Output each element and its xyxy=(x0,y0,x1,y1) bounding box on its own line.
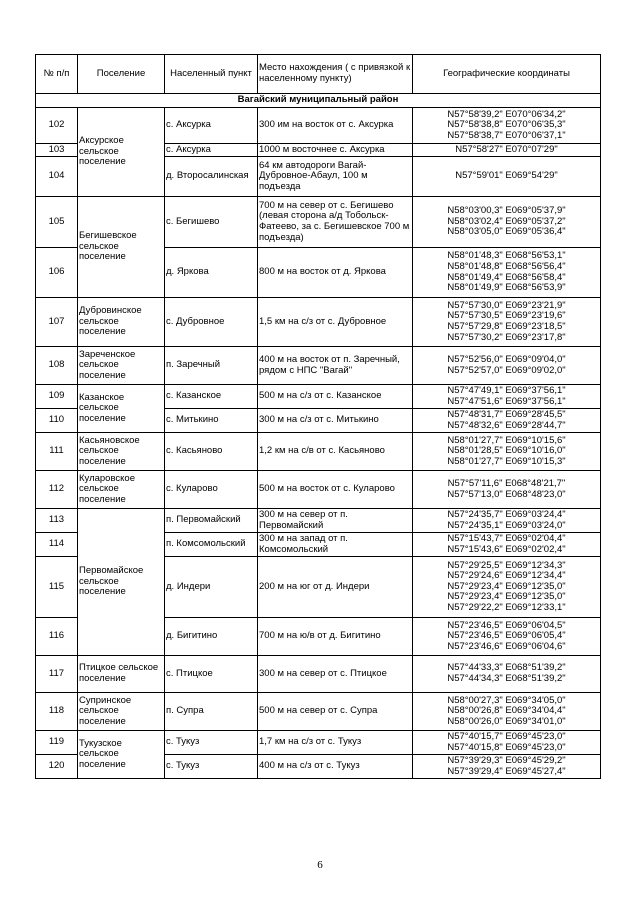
coordinate-line: N57°58'27" E070°07'29" xyxy=(455,143,558,155)
coordinate-line: N57°15'43,6" E069°02'02,4" xyxy=(447,543,566,555)
coordinate-line: N57°58'39,2" E070°06'34,2" xyxy=(447,108,566,120)
locality-cell: д. Второсалинская xyxy=(165,157,258,197)
coordinate-line: N57°52'57,0" E069°09'02,0" xyxy=(447,364,566,376)
place-cell: 1,7 км на с/з от с. Тукуз xyxy=(258,731,413,755)
settlement-cell: Первомайское сельское поселение xyxy=(78,509,165,656)
coordinate-line: N58°00'26,0" E069°34'01,0" xyxy=(447,715,566,727)
locality-cell: с. Митькино xyxy=(165,409,258,433)
coordinate-line: N57°39'29,4" E069°45'27,4" xyxy=(447,765,566,777)
row-number: 118 xyxy=(36,693,78,731)
locality-cell: п. Первомайский xyxy=(165,509,258,533)
coords-cell xyxy=(413,144,601,157)
locality-cell: с. Казанское xyxy=(165,385,258,409)
place-cell: 300 м на север от с. Птицкое xyxy=(258,656,413,693)
locality-cell: с. Аксурка xyxy=(165,108,258,144)
table-row xyxy=(36,471,601,509)
row-number: 116 xyxy=(36,618,78,656)
locality-cell: с. Птицкое xyxy=(165,656,258,693)
coordinate-line: N57°24'35,1" E069°03'24,0" xyxy=(447,519,566,531)
place-cell: 1,2 км на с/в от с. Касьяново xyxy=(258,433,413,471)
coordinate-line: N58°00'27,3" E069°34'05,0" xyxy=(447,694,566,706)
locality-cell: д. Индери xyxy=(165,557,258,618)
place-cell: 300 им на восток от с. Аксурка xyxy=(258,108,413,144)
coordinate-line: N57°15'43,7" E069°02'04,4" xyxy=(447,532,566,544)
row-number: 111 xyxy=(36,433,78,471)
coordinate-line: N57°47'51,6" E069°37'56,1" xyxy=(447,395,566,407)
place-cell: 300 м на с/з от с. Митькино xyxy=(258,409,413,433)
place-cell: 700 м на север от с. Бегишево (левая сторона а/д Тобольск-Фатеево, за с. Бегишевское 700 м подъезда) xyxy=(258,197,413,248)
table-row xyxy=(36,385,601,409)
coordinate-line: N58°01'27,7" E069°10'15,3" xyxy=(447,455,566,467)
place-cell: 500 м на север от с. Супра xyxy=(258,693,413,731)
header-coords: Географические координаты xyxy=(413,55,601,94)
locality-cell: п. Заречный xyxy=(165,347,258,385)
page-number: 6 xyxy=(317,859,323,871)
coordinate-line: N58°01'27,7" E069°10'15,6" xyxy=(447,434,566,446)
coords-cell xyxy=(413,108,601,144)
coordinate-line: N58°01'49,4" E068°56'58,4" xyxy=(447,271,566,283)
locality-cell: с. Тукуз xyxy=(165,731,258,755)
coords-cell xyxy=(413,509,601,533)
table-row xyxy=(36,347,601,385)
place-cell: 300 м на север от п. Первомайский xyxy=(258,509,413,533)
place-cell: 700 м на ю/в от д. Бигитино xyxy=(258,618,413,656)
header-num: № п/п xyxy=(36,55,78,94)
locality-cell: д. Бигитино xyxy=(165,618,258,656)
coordinate-line: N57°40'15,7" E069°45'23,0" xyxy=(447,730,566,742)
row-number: 108 xyxy=(36,347,78,385)
row-number: 106 xyxy=(36,248,78,298)
district-title: Вагайский муниципальный район xyxy=(36,94,601,108)
locality-cell: с. Касьяново xyxy=(165,433,258,471)
coordinate-line: N57°29'22,2" E069°12'33,1" xyxy=(447,601,566,613)
header-settlement: Поселение xyxy=(78,55,165,94)
settlement-cell: Зареченское сельское поселение xyxy=(78,347,165,385)
settlement-cell: Казанское сельское поселение xyxy=(78,385,165,433)
coords-cell xyxy=(413,248,601,298)
row-number: 114 xyxy=(36,533,78,557)
locality-cell: п. Комсомольский xyxy=(165,533,258,557)
coords-cell xyxy=(413,731,601,755)
settlement-cell: Касьяновское сельское поселение xyxy=(78,433,165,471)
coordinate-line: N58°03'02,4" E069°05'37,2" xyxy=(447,215,566,227)
coordinate-line: N58°00'26,8" E069°34'04,4" xyxy=(447,705,566,717)
place-cell: 1,5 км на с/з от с. Дубровное xyxy=(258,298,413,347)
coords-cell xyxy=(413,656,601,693)
coords-cell xyxy=(413,755,601,779)
locality-cell: с. Дубровное xyxy=(165,298,258,347)
header-place: Место нахождения ( с привязкой к населенному пункту) xyxy=(258,55,413,94)
coordinate-line: N57°29'25,5" E069°12'34,3" xyxy=(447,559,566,571)
coordinate-line: N57°57'11,6" E068°48'21,7" xyxy=(447,477,566,489)
coords-cell xyxy=(413,385,601,409)
coords-cell xyxy=(413,197,601,248)
coordinate-line: N58°03'00,3" E069°05'37,9" xyxy=(447,205,566,217)
table-row xyxy=(36,197,601,248)
coordinate-line: N57°23'46,5" E069°06'05,4" xyxy=(447,630,566,642)
coordinate-line: N58°01'48,8" E068°56'56,4" xyxy=(447,260,566,272)
coordinate-line: N57°58'38,8" E070°06'35,3" xyxy=(447,119,566,131)
settlement-cell: Бегишевское сельское поселение xyxy=(78,197,165,298)
coordinate-line: N57°48'31,7" E069°28'45,5" xyxy=(447,408,566,420)
row-number: 117 xyxy=(36,656,78,693)
row-number: 119 xyxy=(36,731,78,755)
coordinate-line: N57°58'38,7" E070°06'37,1" xyxy=(447,129,566,141)
coords-cell xyxy=(413,409,601,433)
settlement-cell: Тукузское сельское поселение xyxy=(78,731,165,779)
coordinate-line: N57°57'13,0" E068°48'23,0" xyxy=(447,488,566,500)
row-number: 115 xyxy=(36,557,78,618)
settlement-cell: Куларовское сельское поселение xyxy=(78,471,165,509)
settlement-cell: Дубровинское сельское поселение xyxy=(78,298,165,347)
coordinate-line: N57°44'34,3" E068°51'39,2" xyxy=(447,673,566,684)
coordinate-line: N57°39'29,3" E069°45'29,2" xyxy=(447,754,566,766)
row-number: 104 xyxy=(36,157,78,197)
row-number: 109 xyxy=(36,385,78,409)
row-number: 107 xyxy=(36,298,78,347)
coords-cell xyxy=(413,618,601,656)
landfill-table xyxy=(35,54,601,779)
row-number: 103 xyxy=(36,144,78,157)
table-row xyxy=(36,731,601,755)
coordinate-line: N57°29'23,4" E069°12'35,0" xyxy=(447,580,566,592)
settlement-cell: Птицкое сельское поселение xyxy=(78,656,165,693)
place-cell: 400 м на с/з от с. Тукуз xyxy=(258,755,413,779)
header-locality: Населенный пункт xyxy=(165,55,258,94)
locality-cell: с. Аксурка xyxy=(165,144,258,157)
coordinate-line: N57°48'32,6" E069°28'44,7" xyxy=(447,419,566,431)
coords-cell xyxy=(413,347,601,385)
place-cell: 64 км автодороги Вагай-Дубровное-Абаул, 100 м подъезда xyxy=(258,157,413,197)
coordinate-line: N57°57'30,0" E069°23'21,9" xyxy=(447,299,566,311)
coordinate-line: N58°01'49,9" E068°56'53,9" xyxy=(447,282,566,294)
coordinate-line: N57°47'49,1" E069°37'56,1" xyxy=(447,384,566,396)
coords-cell xyxy=(413,157,601,197)
coordinate-line: N57°44'33,3" E068°51'39,2" xyxy=(447,662,566,674)
coordinate-line: N57°29'24,6" E069°12'34,4" xyxy=(447,570,566,582)
place-cell: 800 м на восток от д. Яркова xyxy=(258,248,413,298)
place-cell: 300 м на запад от п. Комсомольский xyxy=(258,533,413,557)
coordinate-line: N58°01'48,3" E068°56'53,1" xyxy=(447,250,566,262)
coordinate-line: N58°01'28,5" E069°10'16,0" xyxy=(447,445,566,457)
coordinate-line: N57°59'01" E069°54'29" xyxy=(455,170,558,182)
place-cell: 400 м на восток от п. Заречный, рядом с НПС "Вагай" xyxy=(258,347,413,385)
row-number: 110 xyxy=(36,409,78,433)
coordinate-line: N57°52'56,0" E069°09'04,0" xyxy=(447,353,566,365)
place-cell: 500 м на восток от с. Куларово xyxy=(258,471,413,509)
row-number: 102 xyxy=(36,108,78,144)
coordinate-line: N57°57'29,8" E069°23'18,5" xyxy=(447,321,566,332)
coords-cell xyxy=(413,298,601,347)
table-row xyxy=(36,656,601,693)
row-number: 113 xyxy=(36,509,78,533)
coordinate-line: N57°57'30,2" E069°23'17,8" xyxy=(447,331,566,343)
coordinate-line: N57°57'30,5" E069°23'19,6" xyxy=(447,310,566,322)
table-row xyxy=(36,693,601,731)
row-number: 105 xyxy=(36,197,78,248)
coordinate-line: N57°40'15,8" E069°45'23,0" xyxy=(447,741,566,753)
row-number: 120 xyxy=(36,755,78,779)
place-cell: 200 м на юг от д. Индери xyxy=(258,557,413,618)
district-row xyxy=(36,94,601,108)
settlement-cell: Аксурское сельское поселение xyxy=(78,108,165,197)
coordinate-line: N57°23'46,6" E069°06'04,6" xyxy=(447,640,566,652)
coords-cell xyxy=(413,693,601,731)
locality-cell: с. Тукуз xyxy=(165,755,258,779)
coordinate-line: N58°03'05,0" E069°05'36,4" xyxy=(447,226,566,238)
coords-cell xyxy=(413,433,601,471)
table-row xyxy=(36,298,601,347)
locality-cell: с. Куларово xyxy=(165,471,258,509)
coordinate-line: N57°24'35,7" E069°03'24,4" xyxy=(447,508,566,520)
locality-cell: п. Супра xyxy=(165,693,258,731)
locality-cell: с. Бегишево xyxy=(165,197,258,248)
table-row xyxy=(36,108,601,144)
coords-cell xyxy=(413,533,601,557)
coordinate-line: N57°23'46,5" E069°06'04,5" xyxy=(447,619,566,631)
settlement-cell: Супринское сельское поселение xyxy=(78,693,165,731)
place-cell: 500 м на с/з от с. Казанское xyxy=(258,385,413,409)
coordinate-line: N57°29'23,4" E069°12'35,0" xyxy=(447,591,566,603)
coords-cell xyxy=(413,557,601,618)
locality-cell: д. Яркова xyxy=(165,248,258,298)
row-number: 112 xyxy=(36,471,78,509)
table-header-row xyxy=(36,55,601,94)
table-row xyxy=(36,433,601,471)
table-row xyxy=(36,509,601,533)
place-cell: 1000 м восточнее с. Аксурка xyxy=(258,144,413,157)
coords-cell xyxy=(413,471,601,509)
